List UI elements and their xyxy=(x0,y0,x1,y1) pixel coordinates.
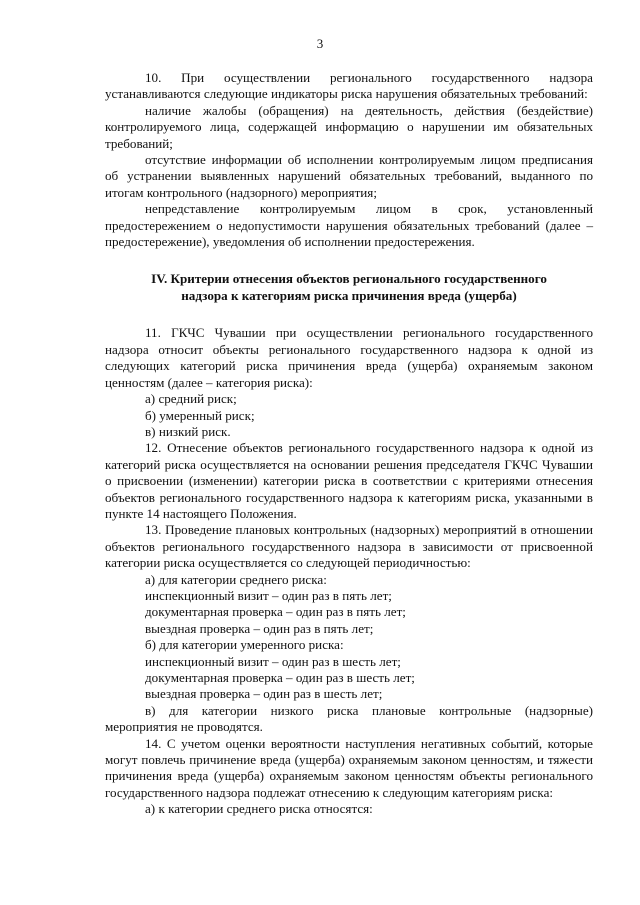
document-body xyxy=(105,70,593,818)
list-item: б) умеренный риск; xyxy=(145,407,255,423)
list-item: в) низкий риск. xyxy=(145,423,231,439)
paragraph-10-item: отсутствие информации об исполнении контролируемым лицом предписания об устранении выявленных нарушений обязательных требований, выданного по итогам контрольного (надзорного) мероприятия; xyxy=(105,152,593,200)
section-heading-line: надзора к категориям риска причинения вреда (ущерба) xyxy=(181,288,517,304)
section-heading xyxy=(105,270,593,304)
list-item: инспекционный визит – один раз в пять лет; xyxy=(145,587,392,603)
list-item: а) к категории среднего риска относятся: xyxy=(145,801,373,817)
paragraph-10-item: наличие жалобы (обращения) на деятельность, действия (бездействие) контролируемого лица, содержащей информацию о нарушении им обязательных требований; xyxy=(105,102,593,151)
paragraph-10-item: непредставление контролируемым лицом в срок, установленный предостережением о недопустимости нарушения обязательных требований (далее – предостережение), уведомления об исполнении предостережения. xyxy=(105,201,593,250)
paragraph-10-intro: 10. При осуществлении регионального государственного надзора устанавливаются следующие индикаторы риска нарушения обязательных требований: xyxy=(105,70,593,102)
list-item: в) для категории низкого риска плановые контрольные (надзорные) мероприятия не проводятся. xyxy=(105,702,593,735)
list-item: выездная проверка – один раз в шесть лет; xyxy=(145,686,383,702)
list-item: инспекционный визит – один раз в шесть лет; xyxy=(145,653,401,669)
list-item: документарная проверка – один раз в пять лет; xyxy=(145,604,406,620)
list-item: документарная проверка – один раз в шесть лет; xyxy=(145,670,415,685)
paragraph-11-intro: 11. ГКЧС Чувашии при осуществлении регионального государственного надзора относит объекты регионального государственного надзора к одной из следующих категорий риска причинения вреда (ущерба) охраняемым законом ценностям (далее – категория риска): xyxy=(105,325,593,390)
list-item: а) для категории среднего риска: xyxy=(145,571,327,587)
page-number: 3 xyxy=(316,36,324,51)
list-item: выездная проверка – один раз в пять лет; xyxy=(145,620,374,636)
section-heading-line: IV. Критерии отнесения объектов регионального государственного xyxy=(151,271,547,287)
paragraph-14-intro: 14. С учетом оценки вероятности наступления негативных событий, которые могут повлечь причинение вреда (ущерба) охраняемым законом ценностям, и тяжести причинения вреда (ущерба) охраняемым законом ценностям объекты регионального государственного надзора подлежат отнесению к следующим категориям риска: xyxy=(105,735,593,800)
list-item: б) для категории умеренного риска: xyxy=(145,637,344,653)
list-item: а) средний риск; xyxy=(145,391,237,407)
paragraph-12: 12. Отнесение объектов регионального государственного надзора к одной из категорий риска осуществляется на основании решения председателя ГКЧС Чувашии о присвоении (изменении) категории риска в соответствии с критериями отнесения объектов регионального государственного надзора к категориям риска, указанными в пункте 14 настоящего Положения. xyxy=(105,440,593,521)
paragraph-13-intro: 13. Проведение плановых контрольных (надзорных) мероприятий в отношении объектов регионального государственного надзора в зависимости от присвоенной категории риска осуществляется со следующей периодичностью: xyxy=(105,522,593,571)
